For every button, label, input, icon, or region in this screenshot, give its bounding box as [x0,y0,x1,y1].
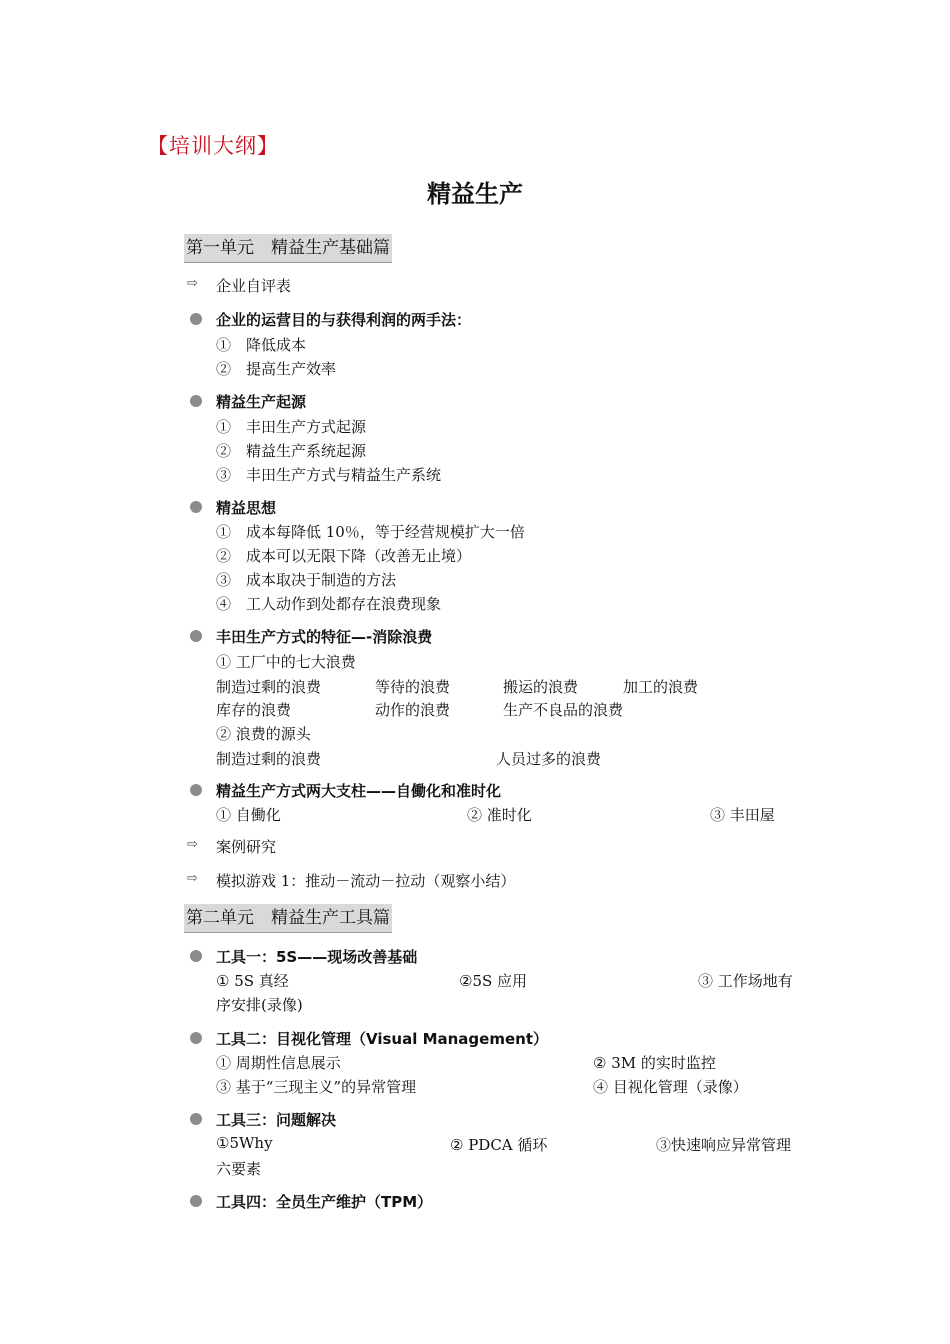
list-item: ④ 工人动作到处都存在浪费现象 [216,595,442,613]
bullet-icon [190,1113,202,1125]
waste-item: 人员过多的浪费 [496,750,602,768]
arrow-icon: ⇨ [187,871,198,886]
list-item: ② 提高生产效率 [216,360,337,378]
list-item: ① 工厂中的七大浪费 [216,653,356,671]
game-item: 模拟游戏 1：推动－流动－拉动（观察小结） [216,872,516,890]
list-item: ③ 工作场地有 [698,972,793,990]
waste-item: 动作的浪费 [375,701,451,719]
list-item: ② 成本可以无限下降（改善无止境） [216,547,472,565]
section-title: 工具三：问题解决 [216,1111,337,1129]
waste-item: 搬运的浪费 [503,678,579,696]
waste-item: 等待的浪费 [375,678,451,696]
bullet-icon [190,395,202,407]
bullet-icon [190,784,202,796]
list-item-cont: 六要素 [216,1160,262,1178]
list-item: ③ 成本取决于制造的方法 [216,571,397,589]
list-item: ① 成本每降低 10％，等于经营规模扩大一倍 [216,523,525,541]
waste-item: 生产不良品的浪费 [503,701,624,719]
waste-item: 加工的浪费 [623,678,699,696]
list-item: ② 浪费的源头 [216,725,311,743]
section-title: 精益思想 [216,499,277,517]
list-item: ③ 丰田屋 [710,806,775,824]
list-item: ④ 目视化管理（录像） [593,1078,748,1096]
arrow-icon: ⇨ [187,276,198,291]
list-item-cont: 序安排(录像) [216,996,303,1014]
list-item: ③快速响应异常管理 [656,1136,792,1154]
case-item: 案例研究 [216,838,277,856]
list-item: ② 3M 的实时监控 [593,1054,716,1072]
waste-item: 制造过剩的浪费 [216,750,322,768]
bullet-icon [190,1032,202,1044]
arrow-icon: ⇨ [187,837,198,852]
waste-item: 制造过剩的浪费 [216,678,322,696]
waste-item: 库存的浪费 [216,701,292,719]
section-title: 丰田生产方式的特征—-消除浪费 [216,628,433,646]
list-item: ②5S 应用 [459,972,528,990]
list-item: ② 精益生产系统起源 [216,442,367,460]
bullet-icon [190,1195,202,1207]
list-item: ② 准时化 [467,806,532,824]
list-item: ① 丰田生产方式起源 [216,418,367,436]
list-item: ③ 丰田生产方式与精益生产系统 [216,466,442,484]
section-title: 工具一：5S——现场改善基础 [216,948,418,966]
list-item: ③ 基于“三现主义”的异常管理 [216,1078,417,1096]
section-title: 企业的运营目的与获得利润的两手法： [216,311,472,329]
list-item: ① 降低成本 [216,336,307,354]
list-item: ① 周期性信息展示 [216,1054,341,1072]
self-eval-item: 企业自评表 [216,277,292,295]
bullet-icon [190,313,202,325]
list-item: ① 5S 真经 [216,972,289,990]
document-title: 精益生产 [427,180,523,208]
bullet-icon [190,501,202,513]
list-item: ② PDCA 循环 [450,1136,548,1154]
unit-1-heading: 第一单元 精益生产基础篇 [184,234,392,263]
list-item: ①5Why [216,1134,273,1152]
section-title: 精益生产起源 [216,393,307,411]
section-title: 工具四：全员生产维护（TPM） [216,1193,433,1211]
outline-tag: 【培训大纲】 [147,134,279,158]
unit-2-heading: 第二单元 精益生产工具篇 [184,904,392,933]
bullet-icon [190,950,202,962]
bullet-icon [190,630,202,642]
section-title: 精益生产方式两大支柱——自働化和准时化 [216,782,502,800]
list-item: ① 自働化 [216,806,281,824]
section-title: 工具二：目视化管理（Visual Management） [216,1030,548,1048]
